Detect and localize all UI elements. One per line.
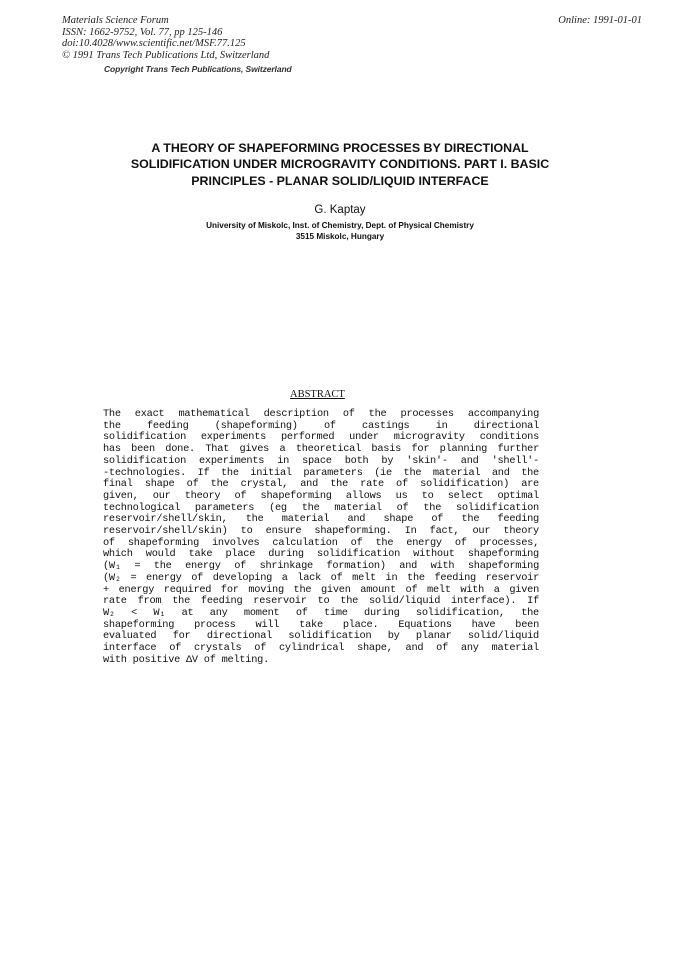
abstract-line: final shape of the crystal, and the rate of solidification) are bbox=[103, 478, 539, 491]
issn-line: ISSN: 1662-9752, Vol. 77, pp 125-146 bbox=[62, 26, 223, 38]
online-date: Online: 1991-01-01 bbox=[558, 15, 642, 26]
paper-title bbox=[90, 140, 590, 189]
citation-header bbox=[62, 15, 269, 61]
abstract-line: which would take place during solidification without shapeforming bbox=[103, 548, 539, 561]
title-line: SOLIDIFICATION UNDER MICROGRAVITY CONDITIONS. PART I. BASIC bbox=[130, 157, 550, 172]
abstract-line: (W₂ = energy of developing a lack of melt in the feeding reservoir bbox=[103, 571, 539, 584]
author-affiliation bbox=[90, 220, 590, 242]
abstract-line: -technologies. If the initial parameters (ie the material and the bbox=[103, 466, 539, 479]
abstract-heading: ABSTRACT bbox=[290, 389, 345, 400]
abstract-line: rate from the feeding reservoir to the solid/liquid interface). If bbox=[103, 595, 539, 608]
affiliation-line: 3515 Miskolc, Hungary bbox=[295, 232, 385, 241]
abstract-line: interface of crystals of cylindrical shape, and of any material bbox=[103, 642, 539, 655]
journal-name: Materials Science Forum bbox=[62, 15, 169, 26]
abstract-line: W₂ < W₁ at any moment of time during solidification, the bbox=[103, 606, 539, 619]
abstract-line: + energy required for moving the given amount of melt with a given bbox=[103, 583, 539, 596]
doi-line[interactable]: doi:10.4028/www.scientific.net/MSF.77.125 bbox=[62, 38, 246, 50]
affiliation-line: University of Miskolc, Inst. of Chemistry, Dept. of Physical Chemistry bbox=[206, 221, 474, 230]
abstract-line: has been done. That gives a theoretical basis for planning further bbox=[103, 443, 539, 456]
abstract-line: the feeding (shapeforming) of castings in directional bbox=[103, 419, 539, 432]
author-name: G. Kaptay bbox=[314, 204, 366, 216]
abstract-line: solidification experiments performed under microgravity conditions bbox=[103, 431, 539, 444]
abstract-line: (W₁ = the energy of shrinkage formation) and with shapeforming bbox=[103, 560, 539, 573]
abstract-line: with positive ΔV of melting. bbox=[103, 653, 270, 666]
abstract-line: reservoir/shell/skin) to ensure shapeforming. In fact, our theory bbox=[103, 525, 539, 538]
abstract-line: reservoir/shell/skin, the material and shape of the feeding bbox=[103, 513, 539, 526]
abstract-body bbox=[103, 409, 539, 666]
abstract-line: technological parameters (eg the material of the solidification bbox=[103, 501, 539, 514]
title-line: PRINCIPLES - PLANAR SOLID/LIQUID INTERFACE bbox=[191, 173, 489, 188]
abstract-line: shapeforming process will take place. Equations have been bbox=[103, 618, 539, 631]
copyright-line: © 1991 Trans Tech Publications Ltd, Switzerland bbox=[62, 49, 270, 61]
title-line: A THEORY OF SHAPEFORMING PROCESSES BY DIRECTIONAL bbox=[151, 141, 529, 155]
abstract-line: given, our theory of shapeforming allows us to select optimal bbox=[103, 489, 539, 502]
abstract-line: The exact mathematical description of the processes accompanying bbox=[103, 408, 539, 420]
abstract-line: of shapeforming involves calculation of the energy of processes, bbox=[103, 536, 539, 549]
abstract-line: solidification experiments in space both by 'skin'- and 'shell'- bbox=[103, 454, 539, 467]
abstract-line: evaluated for directional solidification by planar solid/liquid bbox=[103, 630, 539, 643]
copyright-stamp: Copyright Trans Tech Publications, Switzerland bbox=[104, 64, 292, 74]
